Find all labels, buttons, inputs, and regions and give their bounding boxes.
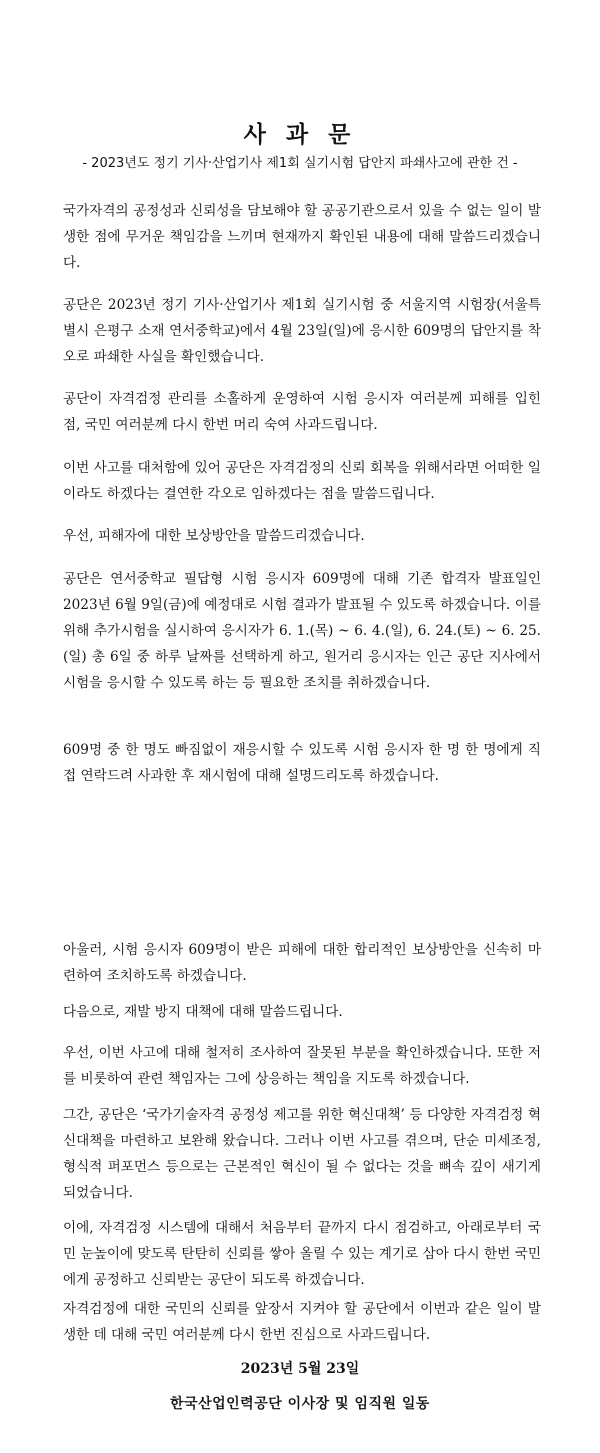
- paragraph-11: 그간, 공단은 ‘국가기술자격 공정성 제고를 위한 혁신대책’ 등 다양한 자격검정 혁신대책을 마련하고 보완해 왔습니다. 그러나 이번 사고를 겪으며, 단순 미세조정, 형식적 퍼포먼스 등으로는 근본적인 혁신이 될 수 없다는 것을 뼈속 깊이 새기게 되었습니다.: [63, 1107, 541, 1201]
- paragraph-3: 공단이 자격검정 관리를 소홀하게 운영하여 시험 응시자 여러분께 피해를 입힌 점, 국민 여러분께 다시 한번 머리 숙여 사과드립니다.: [63, 391, 541, 433]
- paragraph-12: 이에, 자격검정 시스템에 대해서 처음부터 끝까지 다시 점검하고, 아래로부터 국민 눈높이에 맞도록 탄탄히 신뢰를 쌓아 올릴 수 있는 계기로 삼아 다시 한번 국민에게 공정하고 신뢰받는 공단이 되도록 하겠습니다.: [63, 1220, 541, 1288]
- paragraph-1: 국가자격의 공정성과 신뢰성을 담보해야 할 공공기관으로서 있을 수 없는 일이 발생한 점에 무거운 책임감을 느끼며 현재까지 확인된 내용에 대해 말씀드리겠습니다.: [63, 203, 541, 271]
- document-title: 사 과 문: [243, 122, 357, 148]
- paragraph-2: 공단은 2023년 정기 기사·산업기사 제1회 실기시험 중 서울지역 시험장(서울특별시 은평구 소재 연서중학교)에서 4월 23일(일)에 응시한 609명의 답안지를 착오로 파쇄한 사실을 확인했습니다.: [63, 297, 541, 365]
- paragraph-9: 다음으로, 재발 방지 대책에 대해 말씀드립니다.: [63, 1004, 343, 1020]
- paragraph-13: 자격검정에 대한 국민의 신뢰를 앞장서 지켜야 할 공단에서 이번과 같은 일이 발생한 데 대해 국민 여러분께 다시 한번 진심으로 사과드립니다.: [63, 1301, 541, 1343]
- paragraph-4: 이번 사고를 대처함에 있어 공단은 자격검정의 신뢰 회복을 위해서라면 어떠한 일이라도 하겠다는 결연한 각오로 임하겠다는 점을 말씀드립니다.: [63, 460, 541, 502]
- document-subtitle: - 2023년도 정기 기사·산업기사 제1회 실기시험 답안지 파쇄사고에 관한 건 -: [82, 156, 518, 171]
- paragraph-5: 우선, 피해자에 대한 보상방안을 말씀드리겠습니다.: [63, 528, 365, 544]
- paragraph-10: 우선, 이번 사고에 대해 철저히 조사하여 잘못된 부분을 확인하겠습니다. 또한 저를 비롯하여 관련 책임자는 그에 상응하는 책임을 지도록 하겠습니다.: [63, 1045, 541, 1087]
- paragraph-6: 공단은 연서중학교 필답형 시험 응시자 609명에 대해 기존 합격자 발표일인 2023년 6월 9일(금)에 예정대로 시험 결과가 발표될 수 있도록 하겠습니다. 이를 위해 추가시험을 실시하여 응시자가 6. 1.(목) ~ 6. 4.(일), 6. 24.(토) ~ 6. 25.(일) 총 6일 중 하루 날짜를 선택하게 하고, 원거리 응시자는 인근 공단 지사에서 시험을 응시할 수 있도록 하는 등 필요한 조치를 취하겠습니다.: [63, 571, 541, 691]
- document-date: 2023년 5월 23일: [240, 1361, 360, 1377]
- paragraph-7: 609명 중 한 명도 빠짐없이 재응시할 수 있도록 시험 응시자 한 명 한 명에게 직접 연락드려 사과한 후 재시험에 대해 설명드리도록 하겠습니다.: [63, 742, 541, 784]
- paragraph-8: 아울러, 시험 응시자 609명이 받은 피해에 대한 합리적인 보상방안을 신속히 마련하여 조치하도록 하겠습니다.: [63, 942, 541, 984]
- document-signer: 한국산업인력공단 이사장 및 임직원 일동: [170, 1396, 430, 1412]
